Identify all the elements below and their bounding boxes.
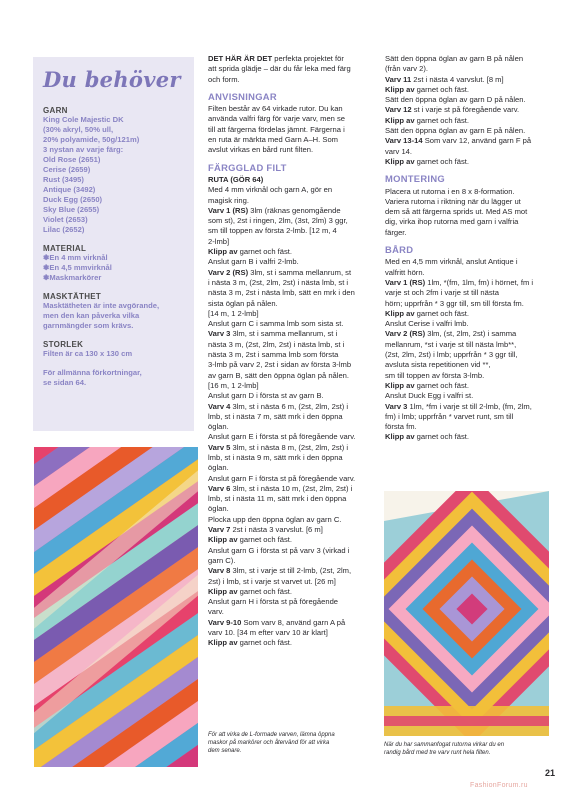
- text-run: avsluta sista repetitionen vid **,: [385, 360, 491, 370]
- caption-line: randig bård med tre varv runt hela filten.: [384, 750, 491, 757]
- text-line: [208, 412, 368, 422]
- text-line: [208, 371, 368, 381]
- text-run: Anslut garn G i första st på varv 3 (virkad i: [208, 545, 350, 555]
- caption-line: dem senare.: [208, 748, 242, 755]
- text-run: garnet och fäst.: [414, 432, 470, 442]
- section-heading: ANVISNINGAR: [208, 90, 277, 102]
- text-run: 2-lmb]: [208, 236, 230, 246]
- bold-run: Klipp av: [385, 156, 415, 166]
- text-run: varv 10. [34 m efter varv 10 är klart]: [208, 628, 328, 638]
- text-line: [208, 226, 368, 236]
- bold-run: Varv 11: [385, 74, 412, 84]
- text-line: [385, 422, 550, 432]
- bold-run: Klipp av: [208, 535, 238, 545]
- paragraph: [208, 54, 368, 85]
- section-heading: BÅRD: [385, 244, 414, 256]
- text-line: [208, 618, 368, 628]
- paragraph: [385, 257, 550, 442]
- sidebar-line: För allmänna förkortningar,: [43, 368, 142, 377]
- text-line: [208, 145, 368, 155]
- text-run: dig, virka ihop rutorna med garn i valfria: [385, 217, 519, 227]
- text-line: [385, 105, 550, 115]
- text-line: [208, 566, 368, 576]
- sidebar-line: ❃ En 4,5 mmvirknål: [43, 263, 186, 273]
- text-run: garnet och fäst.: [237, 535, 293, 545]
- text-line: [208, 360, 368, 370]
- text-line: [385, 187, 550, 197]
- bold-run: Varv 8: [208, 566, 231, 576]
- text-run: 1lm, *fm i varje st till 2-lmb, (fm, 2lm,: [407, 401, 532, 411]
- text-line: [385, 116, 550, 126]
- text-line: [208, 628, 368, 638]
- bold-run: Varv 3: [208, 329, 231, 339]
- text-line: [208, 104, 368, 114]
- text-run: och form.: [208, 74, 240, 84]
- text-line: [385, 381, 550, 391]
- text-line: [385, 309, 550, 319]
- text-line: [208, 196, 368, 206]
- masktathet-heading: MASKTÄTHET: [43, 292, 102, 301]
- masktathet-text: [43, 301, 186, 331]
- text-run: varv.: [208, 607, 224, 617]
- instructions-column-1: [208, 54, 368, 649]
- bold-run: Varv 12: [385, 105, 412, 115]
- text-line: [385, 360, 550, 370]
- text-run: garnet och fäst.: [237, 638, 293, 648]
- text-line: [385, 64, 550, 74]
- text-run: Som varv 8, använd garn A på: [241, 617, 346, 627]
- text-run: 3-lmb på varv 2, 2st i sidan av första 3-lmb: [208, 360, 352, 370]
- text-run: av garn B, sätt den öppna öglan på nålen.: [208, 370, 350, 380]
- sidebar-line: Old Rose (2651): [43, 155, 101, 164]
- text-run: Filten består av 64 virkade rutor. Du kan: [208, 104, 343, 114]
- text-line: [208, 546, 368, 556]
- text-line: [385, 402, 550, 412]
- storlek-heading: STORLEK: [43, 340, 84, 349]
- text-line: [208, 64, 368, 74]
- text-run: 3lm (räknas genomgående: [248, 205, 341, 215]
- text-line: [385, 288, 550, 298]
- text-line: [385, 319, 550, 329]
- text-line: [208, 185, 368, 195]
- text-line: [208, 278, 368, 288]
- text-run: Som varv 12, använd garn F på: [422, 136, 532, 146]
- text-line: [385, 268, 550, 278]
- text-line: [208, 638, 368, 648]
- text-run: Anslut Cerise i valfri lmb.: [385, 319, 469, 329]
- text-line: [208, 125, 368, 135]
- text-run: Anslut garn B i valfri 2-lmb.: [208, 257, 299, 267]
- bold-run: Varv 4: [208, 401, 231, 411]
- text-run: hörn; upprfrån * 3 ggr till, sm till första fm.: [385, 298, 524, 308]
- text-run: öglan.: [208, 504, 229, 514]
- sidebar-line: Filten är ca 130 x 130 cm: [43, 349, 133, 358]
- text-line: [208, 525, 368, 535]
- text-run: [14 m, 1 2-lmb]: [208, 308, 259, 318]
- text-line: [208, 463, 368, 473]
- text-line: [385, 432, 550, 442]
- text-line: [208, 504, 368, 514]
- text-line: [385, 329, 550, 339]
- text-run: garnet och fäst.: [414, 84, 470, 94]
- text-run: Anslut garn D i första st av garn B.: [208, 391, 324, 401]
- sidebar-line: men den kan påverka vilka: [43, 311, 140, 320]
- text-run: varv 14.: [385, 146, 413, 156]
- sidebar-line: garnmängder som krävs.: [43, 321, 134, 330]
- text-run: använda valfri färg för varje varv, men se: [208, 114, 346, 124]
- text-run: Sätt den öppna öglan av garn E på nålen.: [385, 126, 526, 136]
- bold-run: Klipp av: [208, 247, 238, 257]
- page-number: 21: [545, 768, 556, 778]
- text-run: 1lm, *(fm, 1lm, fm) i hörnet, fm i: [425, 277, 534, 287]
- text-run: garnet och fäst.: [414, 156, 470, 166]
- text-line: [208, 556, 368, 566]
- text-line: [385, 278, 550, 288]
- storlek-text: [43, 349, 186, 359]
- text-line: [208, 329, 368, 339]
- text-line: [208, 453, 368, 463]
- text-line: [208, 75, 368, 85]
- bold-run: Varv 1 (RS): [385, 277, 426, 287]
- text-line: [385, 228, 550, 238]
- text-run: Anslut garn H i första st på föregående: [208, 597, 339, 607]
- text-line: [385, 257, 550, 267]
- text-run: avslut virkas en bård runt filten.: [208, 145, 314, 155]
- text-run: 2st i nästa 4 varvslut. [8 m]: [411, 74, 504, 84]
- bold-run: Varv 13-14: [385, 136, 423, 146]
- text-line: [208, 340, 368, 350]
- text-line: [208, 175, 368, 185]
- bold-run: Varv 1 (RS): [208, 205, 249, 215]
- text-run: sista öglan på nålen.: [208, 298, 278, 308]
- text-run: magisk ring.: [208, 195, 249, 205]
- text-line: [208, 350, 368, 360]
- text-run: 3lm, st i varje st till 2-lmb, (2st, 2lm,: [230, 566, 352, 576]
- bold-run: Varv 2 (RS): [385, 329, 426, 339]
- text-line: [208, 597, 368, 607]
- text-run: 3lm, st i nästa 8 m, (2st, 2lm, 2st) i: [230, 442, 349, 452]
- text-line: [208, 484, 368, 494]
- bold-run: RUTA (GÖR 64): [208, 174, 264, 184]
- garn-heading: GARN: [43, 106, 68, 115]
- text-run: (2st, 2lm, 2st) i lmb; upprfrån * 3 ggr till,: [385, 350, 518, 360]
- text-line: [385, 95, 550, 105]
- caption-line: För att virka de L-formade varven, lämna öppna: [208, 732, 335, 738]
- text-run: nästa 3 m, 2st i samma lmb som första: [208, 350, 339, 360]
- text-line: [385, 126, 550, 136]
- text-run: st i varje st på föregående varv.: [411, 105, 520, 115]
- text-run: Med en 4,5 mm virknål, anslut Antique i: [385, 257, 518, 267]
- paragraph: [208, 175, 368, 649]
- sidebar-line: Violet (2653): [43, 215, 88, 224]
- text-run: sm till toppen av första 3-lmb.: [385, 370, 485, 380]
- bold-run: Klipp av: [208, 638, 238, 648]
- sidebar-line: Masktätheten är inte avgörande,: [43, 301, 160, 310]
- text-run: 3lm, st i nästa 10 m, (2st, 2lm, 2st) i: [230, 483, 353, 493]
- bold-run: Varv 3: [385, 401, 408, 411]
- text-line: [385, 371, 550, 381]
- sidebar-line: (30% akryl, 50% ull,: [43, 125, 114, 134]
- text-line: [208, 391, 368, 401]
- text-line: [385, 299, 550, 309]
- text-run: Med 4 mm virknål och garn A, gör en: [208, 185, 333, 195]
- text-run: 2st i nästa 3 varvslut. [6 m]: [230, 525, 323, 535]
- text-run: 3lm, st i samma mellanrum, st: [248, 267, 352, 277]
- bold-run: Klipp av: [385, 432, 415, 442]
- text-run: lmb, st i nästa 7 m, sätt mrk i den öppna: [208, 411, 343, 421]
- photo-caption-1: [208, 731, 366, 756]
- text-run: (från varv 2).: [385, 64, 429, 74]
- text-run: som st), 2st i ringen, 2lm, (3st, 2lm) 3 ggr,: [208, 216, 348, 226]
- sidebar-line: 3 nystan av varje färg:: [43, 145, 124, 154]
- text-run: mellanrum, *st i varje st till nästa lmb**,: [385, 339, 517, 349]
- text-run: Anslut garn F i första st på föregående varv.: [208, 473, 356, 483]
- sidebar-line: ❃ Maskmarkörer: [43, 273, 186, 283]
- text-run: första fm.: [385, 422, 417, 432]
- text-line: [385, 157, 550, 167]
- text-run: Sätt den öppna öglan av garn B på nålen: [385, 54, 524, 63]
- text-line: [208, 288, 368, 298]
- text-line: [208, 257, 368, 267]
- sidebar-line: ❃ En 4 mm virknål: [43, 253, 186, 263]
- text-run: garn C).: [208, 555, 236, 565]
- material-heading: MATERIAL: [43, 244, 87, 253]
- text-run: garnet och fäst.: [414, 308, 470, 318]
- bold-run: Varv 2 (RS): [208, 267, 249, 277]
- text-line: [208, 299, 368, 309]
- text-line: [208, 535, 368, 545]
- caption-line: maskor på markörer och återvänd för att virka: [208, 740, 330, 747]
- text-line: [385, 85, 550, 95]
- bold-run: Klipp av: [208, 586, 238, 596]
- text-line: [208, 54, 368, 64]
- garn-list: [43, 115, 186, 235]
- text-run: nästa 3 m, 2st i nästa lmb, sätt en mrk i den: [208, 288, 355, 298]
- sidebar-line: Sky Blue (2655): [43, 205, 100, 214]
- caption-line: När du har sammanfogat rutorna virkar du en: [384, 742, 505, 748]
- bold-run: Klipp av: [385, 84, 415, 94]
- text-run: nästa 3 m, (2st, 2lm, 2st) i nästa lmb, st i: [208, 339, 345, 349]
- text-run: garnet och fäst.: [237, 247, 293, 257]
- sidebar-line: King Cole Majestic DK: [43, 115, 124, 124]
- text-run: lmb, st i nästa 11 m, sätt mrk i den öppna: [208, 494, 347, 504]
- bold-run: Klipp av: [385, 380, 415, 390]
- text-run: [16 m, 1 2-lmb]: [208, 380, 259, 390]
- paragraph: [385, 54, 550, 167]
- text-run: en ruta är märkta med Garn A–H. Som: [208, 135, 338, 145]
- text-run: varje st och 2fm i varje st till nästa: [385, 288, 499, 298]
- text-run: garnet och fäst.: [414, 115, 470, 125]
- text-line: [208, 577, 368, 587]
- text-line: [385, 391, 550, 401]
- text-run: öglan.: [208, 422, 229, 432]
- bold-run: Varv 7: [208, 525, 231, 535]
- section-heading: MONTERING: [385, 173, 445, 185]
- text-line: [208, 515, 368, 525]
- text-line: [208, 135, 368, 145]
- text-run: lmb, st i nästa 9 m, sätt mrk i den öppna: [208, 452, 343, 462]
- text-line: [208, 319, 368, 329]
- text-line: [208, 216, 368, 226]
- text-run: till att färgerna fördelas jämnt. Färgerna i: [208, 124, 345, 134]
- text-run: perfekta projektet för: [272, 54, 344, 63]
- text-line: [385, 412, 550, 422]
- bold-run: DET HÄR ÄR DET: [208, 54, 273, 63]
- text-run: Placera ut rutorna i en 8 x 8-formation.: [385, 186, 515, 196]
- text-line: [208, 474, 368, 484]
- text-run: Sätt den öppna öglan av garn D på nålen.: [385, 95, 526, 105]
- section-heading: FÄRGGLAD FILT: [208, 161, 287, 173]
- text-line: [385, 75, 550, 85]
- text-line: [208, 268, 368, 278]
- sidebar-line: Rust (3495): [43, 175, 84, 184]
- text-run: öglan.: [208, 463, 229, 473]
- text-line: [208, 587, 368, 597]
- bold-run: Klipp av: [385, 308, 415, 318]
- text-run: 3lm, st i samma mellanrum, st i: [230, 329, 338, 339]
- text-run: valfritt hörn.: [385, 267, 425, 277]
- bold-run: Varv 5: [208, 442, 231, 452]
- sidebar-line: Antique (3492): [43, 185, 96, 194]
- text-line: [208, 443, 368, 453]
- text-line: [208, 381, 368, 391]
- sidebar-line: se sidan 64.: [43, 378, 87, 387]
- bold-run: Varv 9-10: [208, 617, 242, 627]
- blanket-photo-1: [34, 447, 198, 767]
- text-line: [385, 147, 550, 157]
- text-run: i nästa 3 m, (2st, 2lm, 2st) i nästa lmb, st i: [208, 277, 349, 287]
- text-run: garnet och fäst.: [237, 586, 293, 596]
- text-line: [208, 237, 368, 247]
- photo-caption-2: [384, 741, 550, 757]
- text-line: [385, 350, 550, 360]
- text-run: dem så att färgerna sprids ut. Med AS mot: [385, 207, 528, 217]
- text-line: [208, 114, 368, 124]
- sidebar-line: Cerise (2659): [43, 165, 91, 174]
- sidebar-line: Duck Egg (2650): [43, 195, 103, 204]
- text-run: Anslut Duck Egg i valfri st.: [385, 391, 474, 401]
- materials-sidebar: [33, 57, 194, 431]
- sidebar-line: 20% polyamide, 50g/121m): [43, 135, 140, 144]
- text-line: [385, 136, 550, 146]
- text-line: [385, 54, 550, 64]
- bold-run: Klipp av: [385, 115, 415, 125]
- text-line: [208, 494, 368, 504]
- text-line: [385, 207, 550, 217]
- text-run: att sprida glädje – där du får leka med färg: [208, 64, 351, 74]
- text-line: [385, 217, 550, 227]
- instructions-column-2: [385, 54, 550, 443]
- paragraph: [208, 104, 368, 155]
- text-run: 3lm, (st, 2lm, 2st) i samma: [425, 329, 517, 339]
- text-run: Anslut garn C i samma lmb som sista st.: [208, 319, 344, 329]
- paragraph: [385, 187, 550, 238]
- text-run: garnet och fäst.: [414, 380, 470, 390]
- text-line: [208, 607, 368, 617]
- sidebar-line: Lilac (2652): [43, 225, 85, 234]
- text-line: [208, 402, 368, 412]
- text-line: [208, 247, 368, 257]
- blanket-photo-2: [384, 491, 549, 736]
- text-run: färger.: [385, 227, 407, 237]
- text-line: [208, 206, 368, 216]
- text-line: [208, 432, 368, 442]
- text-run: 2st) i lmb, st i varje st varvet ut. [26 m]: [208, 576, 336, 586]
- text-run: Plocka upp den öppna öglan av garn C.: [208, 514, 342, 524]
- text-run: fm) i lmb; upprfrån * varvet runt, sm till: [385, 411, 514, 421]
- text-run: Variera rutorna i riktning när du lägger ut: [385, 196, 521, 206]
- bold-run: Varv 6: [208, 483, 231, 493]
- abbreviations-note: [43, 368, 186, 388]
- text-line: [385, 340, 550, 350]
- text-line: [208, 309, 368, 319]
- text-run: 3lm, st i nästa 6 m, (2st, 2lm, 2st) i: [230, 401, 349, 411]
- material-list: [43, 253, 186, 283]
- text-line: [385, 197, 550, 207]
- text-run: Anslut garn E i första st på föregående varv.: [208, 432, 356, 442]
- watermark: FashionForum.ru: [470, 782, 528, 789]
- text-line: [208, 422, 368, 432]
- sidebar-title: Du behöver: [43, 67, 181, 92]
- text-run: sm till toppen av första 2-lmb. [12 m, 4: [208, 226, 337, 236]
